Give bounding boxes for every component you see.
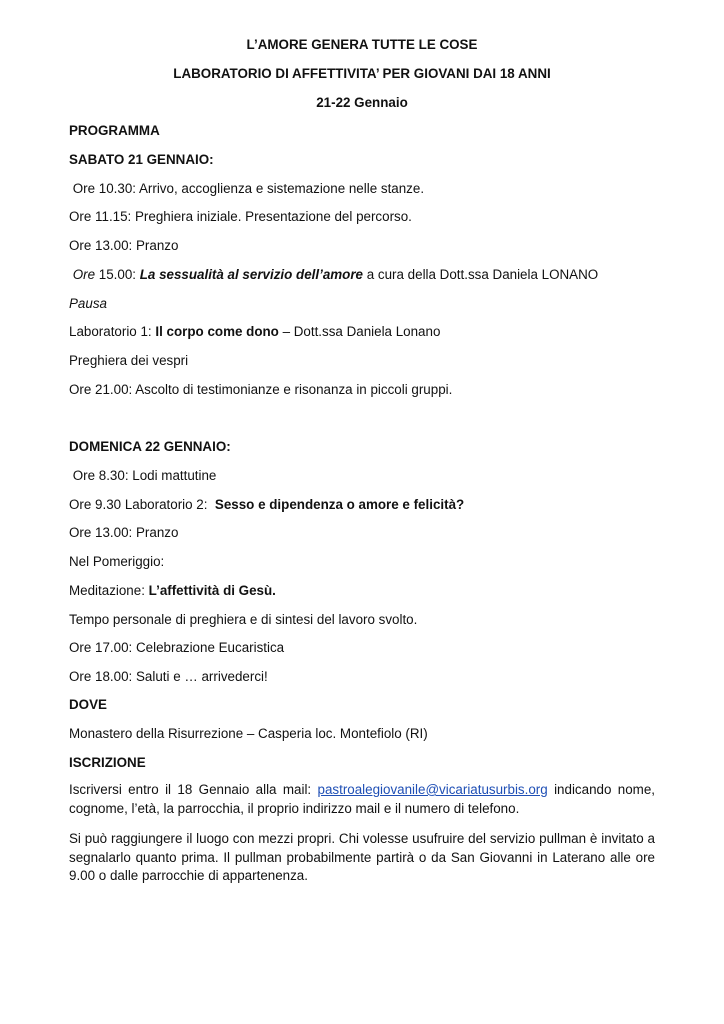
domenica-line-6: Tempo personale di preghiera e di sintesi del lavoro svolto. (69, 612, 418, 627)
sabato-line-3: Ore 13.00: Pranzo (69, 238, 179, 253)
dove-text: Monastero della Risurrezione – Casperia loc. Montefiolo (RI) (69, 726, 428, 741)
dove-heading: DOVE (69, 697, 107, 712)
domenica-line-5-title: L’affettività di Gesù. (148, 583, 276, 598)
domenica-line-5-prefix: Meditazione: (69, 583, 149, 598)
domenica-line-2 (69, 496, 464, 513)
domenica-line-1: Ore 8.30: Lodi mattutine (69, 468, 217, 483)
domenica-heading: DOMENICA 22 GENNAIO: (69, 439, 231, 454)
sabato-line-4-time: 15.00: (95, 267, 140, 282)
domenica-line-7: Ore 17.00: Celebrazione Eucaristica (69, 640, 285, 655)
sabato-line-8: Ore 21.00: Ascolto di testimonianze e risonanza in piccoli gruppi. (69, 382, 453, 397)
programma-heading: PROGRAMMA (69, 123, 160, 138)
domenica-line-3: Ore 13.00: Pranzo (69, 525, 179, 540)
domenica-line-2-prefix: Ore 9.30 Laboratorio 2: (69, 497, 215, 512)
sabato-line-6-title: Il corpo come dono (155, 324, 279, 339)
sabato-line-6 (69, 323, 440, 340)
sabato-line-4-title: La sessualità al servizio dell’amore (139, 267, 364, 282)
document-subtitle: LABORATORIO DI AFFETTIVITA’ PER GIOVANI DAI 18 ANNI (173, 66, 551, 81)
iscrizione-heading: ISCRIZIONE (69, 755, 146, 770)
email-link[interactable]: pastroalegiovanile@vicariatusurbis.org (317, 782, 548, 797)
iscrizione-p1-prefix: Iscriversi entro il 18 Gennaio alla mail: (69, 782, 318, 797)
iscrizione-p1-suffix: indicando nome, cognome, l’età, la parrocchia, il proprio indirizzo mail e il numero di telefono. (69, 782, 655, 816)
sabato-line-4-speaker: a cura della Dott.ssa Daniela LONANO (363, 267, 599, 282)
sabato-line-6-prefix: Laboratorio 1: (69, 324, 156, 339)
sabato-line-5: Pausa (69, 296, 107, 311)
sabato-line-4-ore: Ore (69, 267, 96, 282)
sabato-line-6-speaker: – Dott.ssa Daniela Lonano (278, 324, 441, 339)
domenica-line-8: Ore 18.00: Saluti e … arrivederci! (69, 669, 268, 684)
domenica-line-2-title: Sesso e dipendenza o amore e felicità? (214, 497, 465, 512)
document-dates: 21-22 Gennaio (316, 95, 408, 110)
sabato-line-7: Preghiera dei vespri (69, 353, 189, 368)
iscrizione-paragraph-2: Si può raggiungere il luogo con mezzi propri. Chi volesse usufruire del servizio pullman è invitato a segnalarlo quanto prima. Il pullman probabilmente partirà o da San Giovanni in Laterano alle ore 9.00 o dalle parrocchie di appartenenza. (69, 831, 655, 883)
sabato-line-4 (69, 266, 598, 283)
iscrizione-paragraph-1 (69, 781, 655, 818)
domenica-line-4: Nel Pomeriggio: (69, 554, 165, 569)
sabato-heading: SABATO 21 GENNAIO: (69, 152, 214, 167)
sabato-line-1: Ore 10.30: Arrivo, accoglienza e sistemazione nelle stanze. (69, 181, 425, 196)
sabato-line-2: Ore 11.15: Preghiera iniziale. Presentazione del percorso. (69, 209, 412, 224)
document-title: L’AMORE GENERA TUTTE LE COSE (246, 37, 478, 52)
domenica-line-5 (69, 582, 276, 599)
